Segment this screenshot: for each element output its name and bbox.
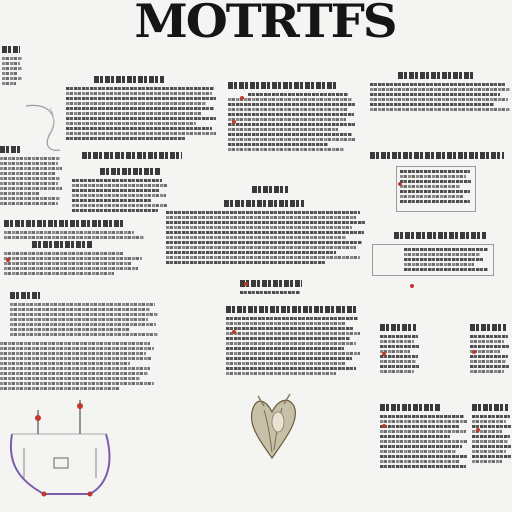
bullet-dot	[476, 428, 480, 432]
text-block	[252, 186, 292, 197]
heart-sketch	[238, 392, 308, 462]
bullet-dot	[232, 120, 236, 124]
bullet-dot	[382, 352, 386, 356]
bullet-dot	[232, 330, 236, 334]
page-title: MOTRTFS	[134, 0, 396, 48]
text-block	[370, 72, 510, 113]
bullet-dot	[410, 284, 414, 288]
bullet-dot	[398, 182, 402, 186]
text-block	[82, 152, 186, 163]
text-block	[370, 152, 508, 163]
text-block	[228, 82, 356, 153]
text-block	[240, 280, 306, 296]
text-block	[166, 200, 366, 266]
text-block	[226, 306, 360, 377]
text-block	[404, 248, 488, 273]
text-block	[394, 232, 490, 243]
text-block	[2, 46, 22, 87]
text-block	[400, 170, 472, 205]
text-block	[66, 76, 216, 142]
bullet-dot	[6, 258, 10, 262]
bullet-dot	[244, 282, 248, 286]
text-block	[470, 324, 510, 375]
circuit-diagram	[4, 398, 124, 508]
text-block	[72, 168, 168, 214]
bullet-dot	[472, 350, 476, 354]
text-block	[10, 292, 158, 338]
text-block	[0, 342, 154, 392]
text-block	[380, 324, 420, 375]
text-block	[472, 404, 512, 465]
bullet-dot	[240, 96, 244, 100]
text-block	[380, 404, 468, 470]
bullet-dot	[382, 424, 386, 428]
text-block	[4, 220, 154, 277]
